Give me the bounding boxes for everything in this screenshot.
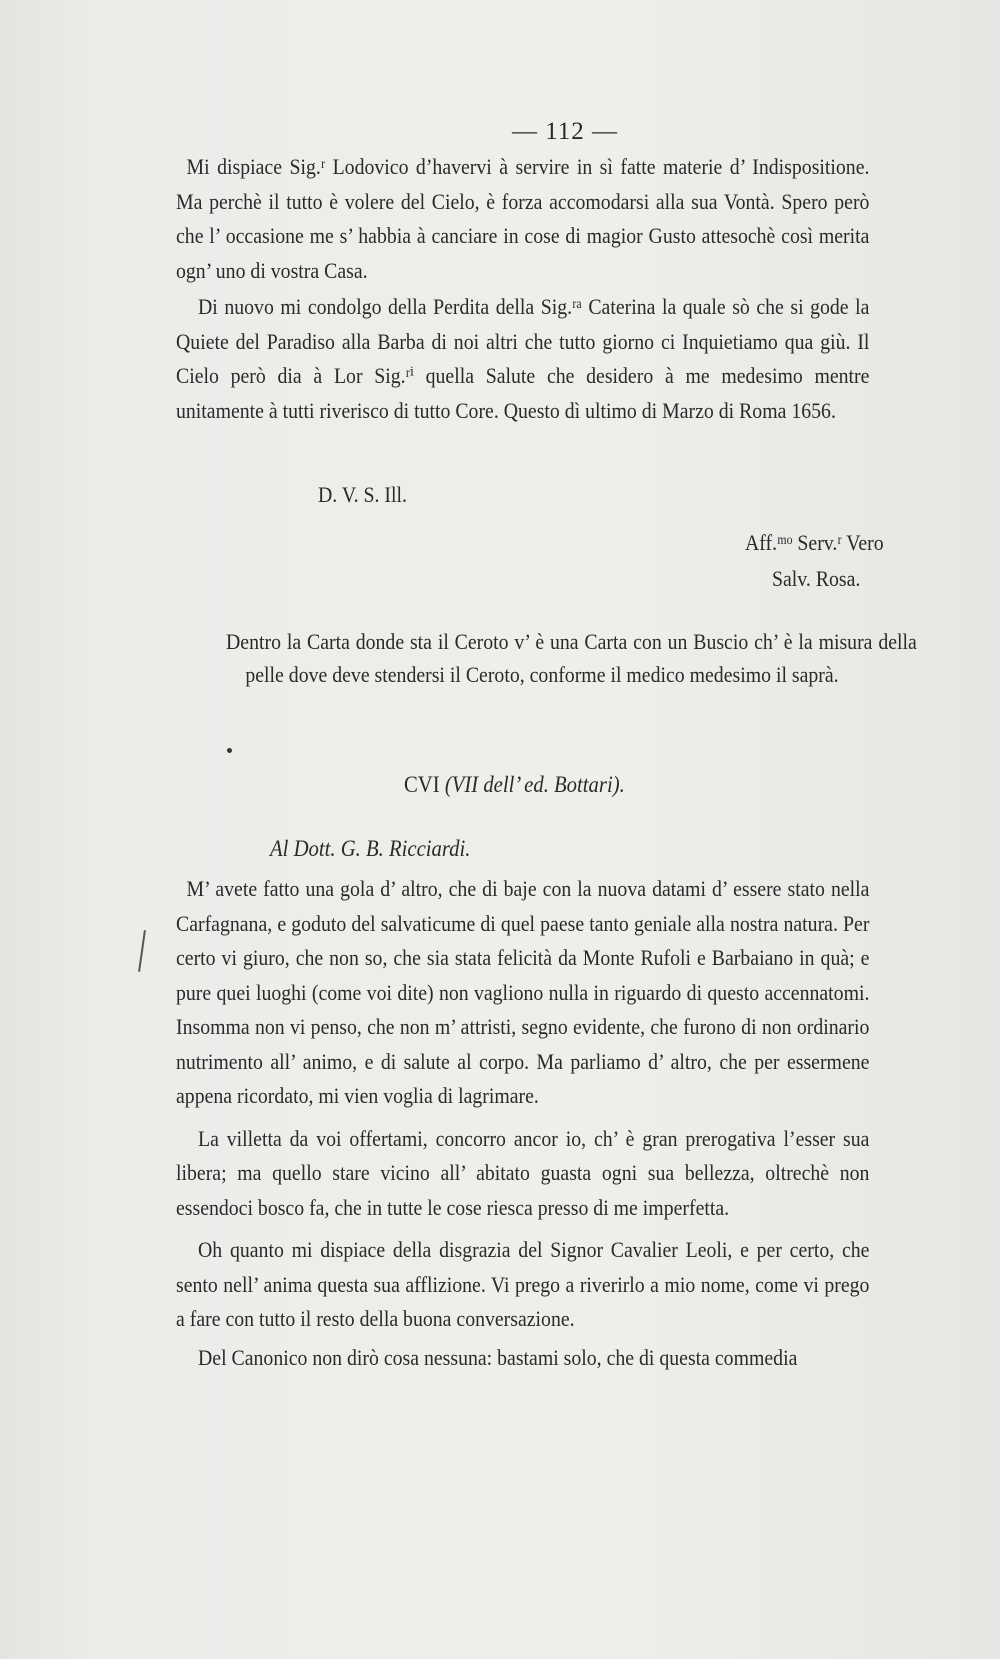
letter-number: CVI xyxy=(404,772,440,797)
letter-heading xyxy=(404,772,625,798)
edition-reference: (VII dell’ ed. Bottari). xyxy=(444,772,625,797)
letter-2-paragraph-2: La villetta da voi offertami, concorro ancor io, ch’ è gran prerogativa l’esser sua libera; ma quello stare vicino all’ abitato guasta ogni sua bellezza, oltrechè non essendoci bosco fa, che in tutte le cose riesca presso di me imperfetta. xyxy=(176,1125,870,1220)
postscript xyxy=(226,625,917,691)
page-number: — 112 — xyxy=(511,118,619,145)
letter-1-paragraph-2: Di nuovo mi condolgo della Perdita della Sig.ʳᵃ Caterina la quale sò che si gode la Quiete del Paradiso alla Barba di noi altri che tutto giorno ci Inquietiamo qua giù. Il Cielo però dia à Lor Sig.ʳⁱ quella Salute che desidero à me medesimo mentre unitamente à tutti riverisco di tutto Core. Questo dì ultimo di Marzo di Roma 1656. xyxy=(176,294,870,423)
letter-2-paragraph-1: M’ avete fatto una gola d’ altro, che di baje con la nuova datami d’ essere stato nella Carfagnana, e goduto del salvaticume di quel paese tanto geniale alla nostra natura. Per certo vi giuro, che non so, che sia stata felicità da Monte Rufoli e Barbaiano in quà; e pure quei luoghi (come voi dite) non vagliono nulla in riguardo di questo accennatomi. Insomma non vi penso, che non m’ attristi, segno evidente, che furono di non ordinario nutrimento all’ animo, e di salute al corpo. Ma parliamo d’ altro, che per essermene appena ricordato, mi vien voglia di lagrimare. xyxy=(176,876,870,1108)
letter-2-paragraph-4: Del Canonico non dirò cosa nessuna: bastami solo, che di questa commedia xyxy=(198,1344,798,1370)
closing-servant: Aff.ᵐᵒ Serv.ʳ Vero xyxy=(745,530,884,555)
closing-salutation: D. V. S. Ill. xyxy=(318,482,407,507)
postscript-text: Dentro la Carta donde sta il Ceroto v’ è una Carta con un Buscio ch’ è la misura della pelle dove deve stendersi il Ceroto, conforme il medico medesimo il saprà. xyxy=(226,629,917,687)
letter-2-body xyxy=(176,872,869,1375)
signature: Salv. Rosa. xyxy=(772,566,861,591)
letter-2-paragraph-3: Oh quanto mi dispiace della disgrazia del Signor Cavalier Leoli, e per certo, che sento nell’ anima questa sua afflizione. Vi prego a riverirlo a mio nome, come vi prego a fare con tutto il resto della buona conversazione. xyxy=(176,1237,870,1331)
letter-1-body xyxy=(176,150,869,428)
margin-pencil-mark xyxy=(138,930,146,972)
ink-mark xyxy=(227,748,232,753)
letter-1-paragraph-1: Mi dispiace Sig.ʳ Lodovico d’havervi à servire in sì fatte materie d’ Indispositione. Ma perchè il tutto è volere del Cielo, è forza accomodarsi alla sua Vontà. Spero però che l’ occasione me s’ habbia à canciare in cose di magior Gusto attesochè così merita ogn’ uno di vostra Casa. xyxy=(176,154,870,283)
addressee: Al Dott. G. B. Ricciardi. xyxy=(270,836,471,861)
